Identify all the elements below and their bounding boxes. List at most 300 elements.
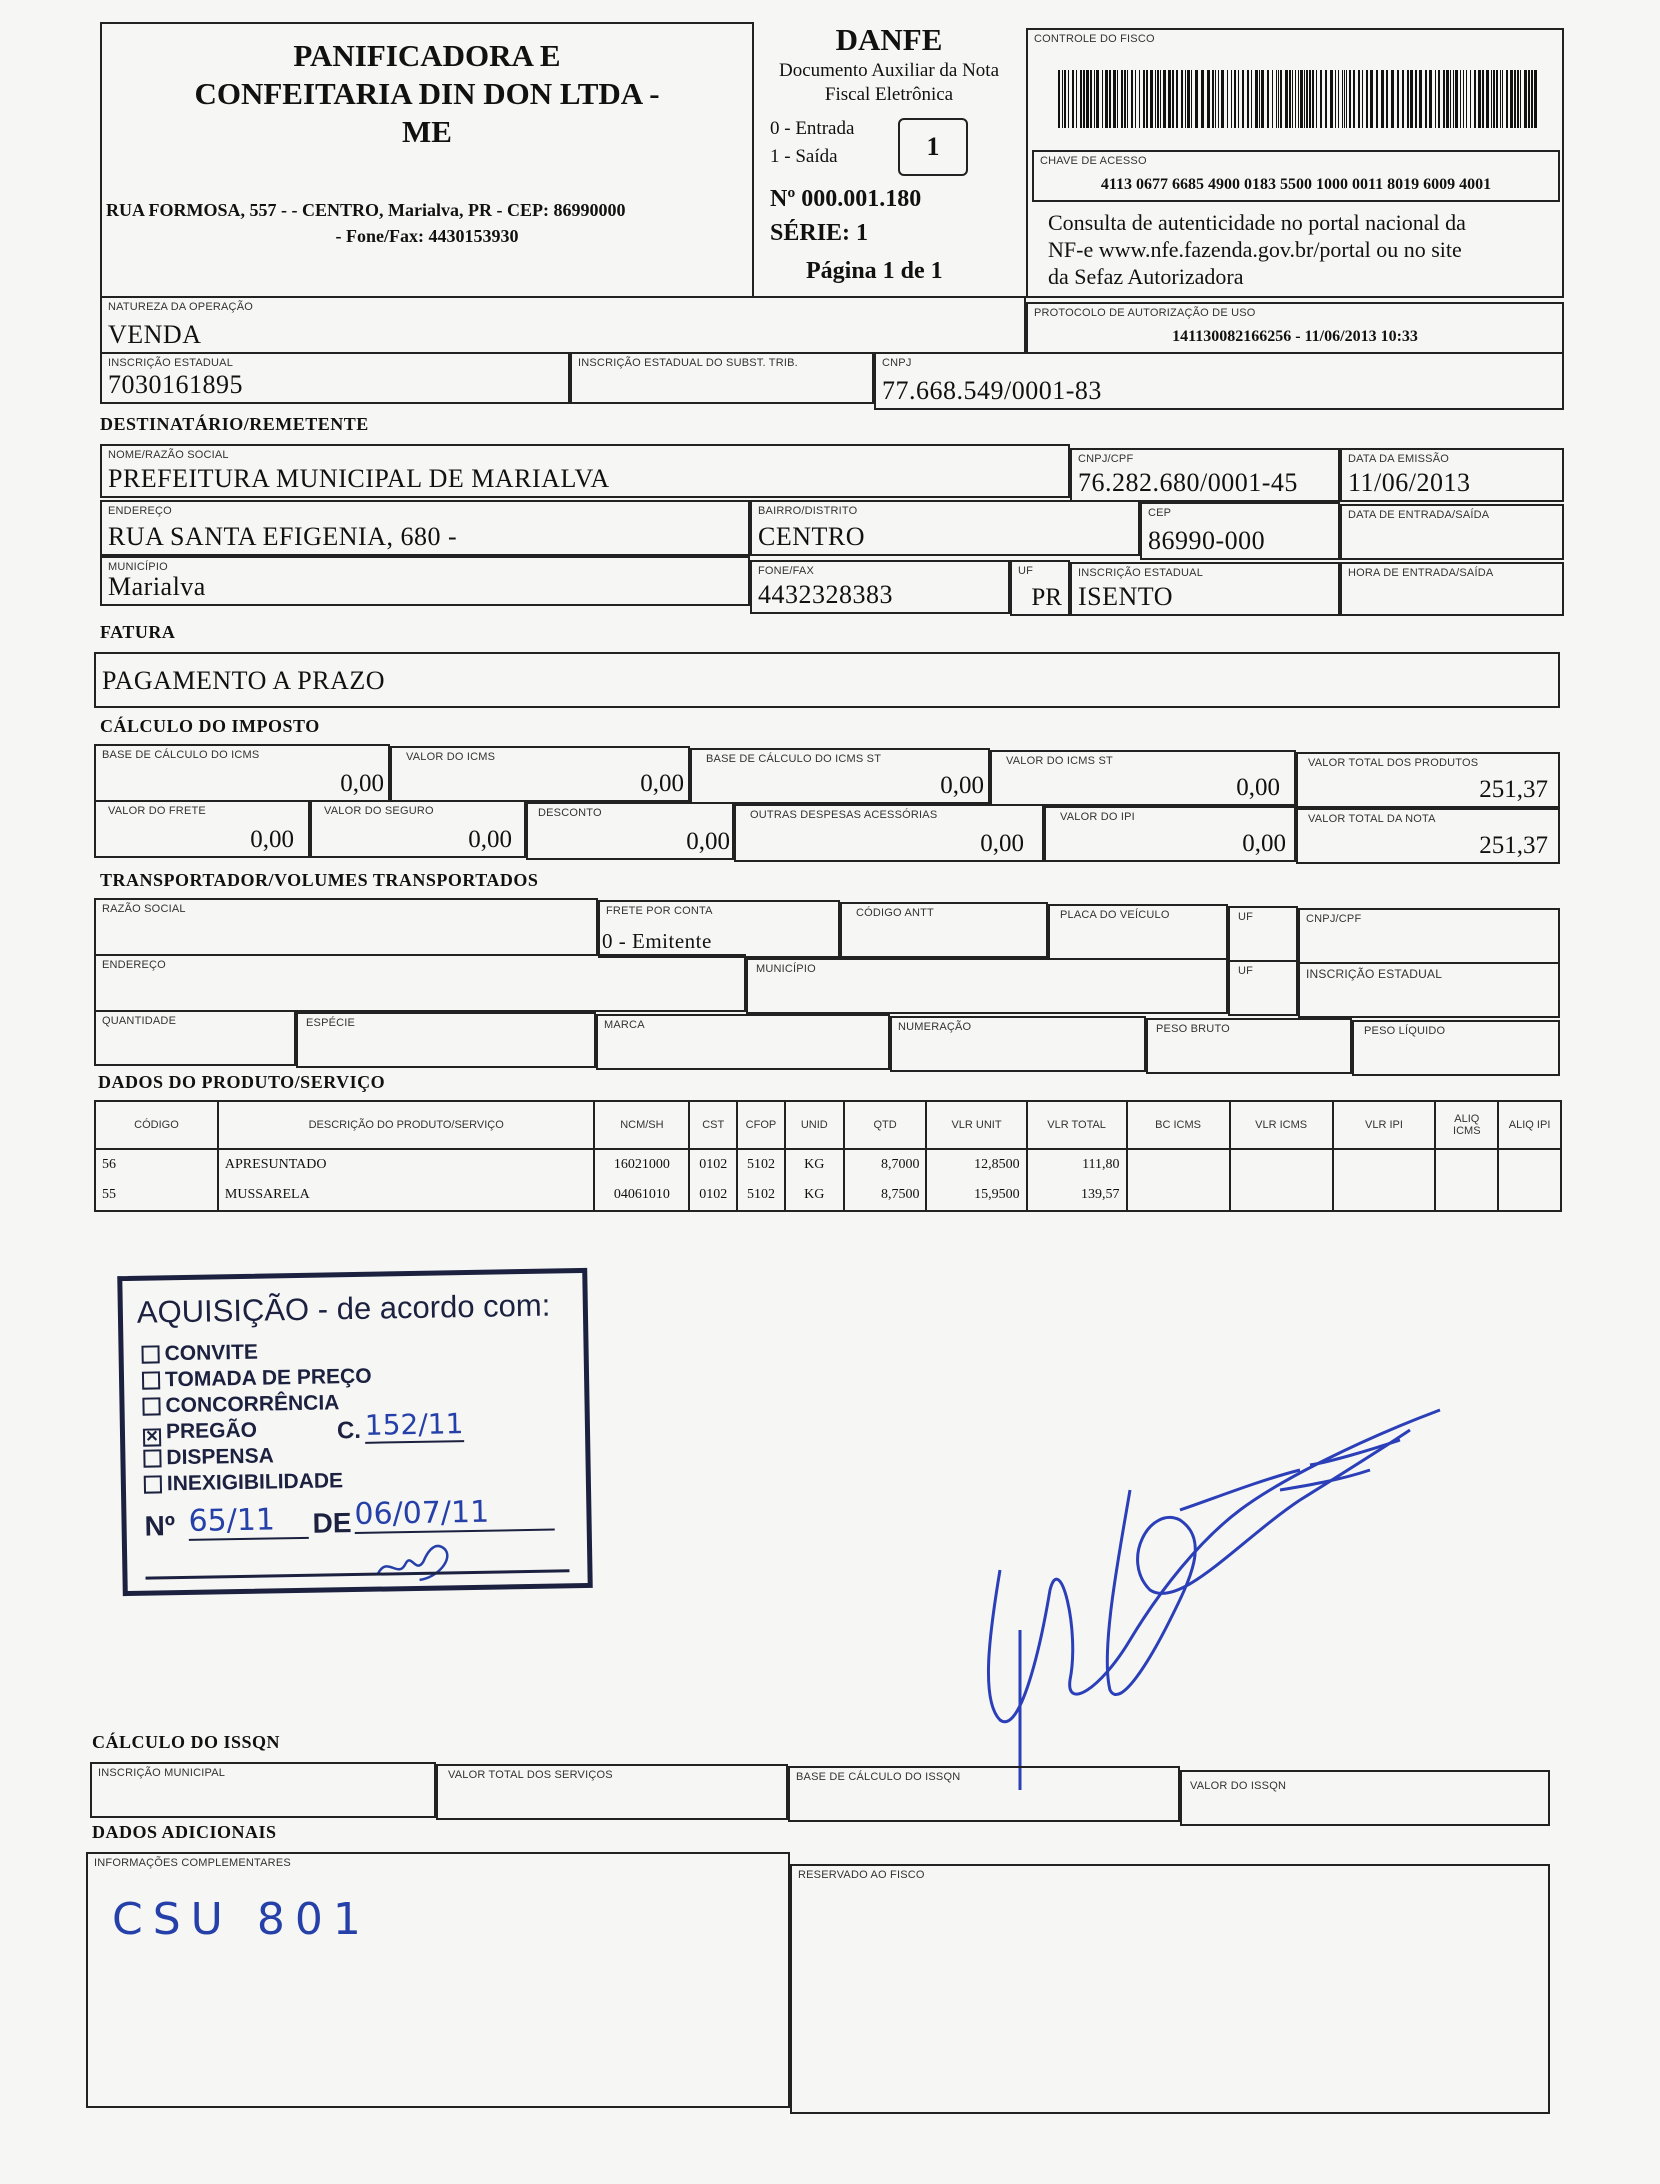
transp-quantidade-label: QUANTIDADE	[102, 1015, 177, 1027]
emitente-name-line2: CONFEITARIA DIN DON LTDA -	[194, 76, 660, 111]
barcode-bar	[1058, 70, 1060, 128]
barcode-bar	[1478, 70, 1481, 128]
col-vlr-unit: VLR UNIT	[926, 1101, 1026, 1149]
transp-razao-label: RAZÃO SOCIAL	[102, 903, 186, 915]
barcode-bar	[1491, 70, 1492, 128]
barcode-bar	[1280, 70, 1282, 128]
controle-fisco-box	[1026, 28, 1564, 298]
barcode-bar	[1443, 70, 1445, 128]
bc-icms-box	[94, 744, 390, 802]
barcode-bar	[1234, 70, 1236, 128]
desconto-value: 0,00	[686, 828, 730, 855]
cell-vlr-ipi	[1333, 1180, 1436, 1211]
barcode-bar	[1446, 70, 1449, 128]
cell-descricao: APRESUNTADO	[218, 1149, 595, 1180]
barcode-bar	[1121, 70, 1123, 128]
barcode-bar	[1272, 70, 1273, 128]
dest-bairro-box	[750, 500, 1140, 556]
consulta-line2: NF-e www.nfe.fazenda.gov.br/portal ou no site	[1048, 237, 1462, 262]
seguro-label: VALOR DO SEGURO	[324, 805, 434, 817]
info-handwritten: CSU 801	[112, 1894, 371, 1945]
outras-label: OUTRAS DESPESAS ACESSÓRIAS	[750, 809, 938, 821]
barcode-bar	[1064, 70, 1066, 128]
dest-ie-value: ISENTO	[1078, 582, 1173, 611]
transp-peso-bruto-box	[1146, 1018, 1352, 1074]
barcode-bar	[1435, 70, 1436, 128]
col-codigo: CÓDIGO	[95, 1101, 218, 1149]
dest-cep-value: 86990-000	[1148, 526, 1266, 555]
cnpj-emitente-label: CNPJ	[882, 357, 912, 369]
chave-acesso-label: CHAVE DE ACESSO	[1040, 155, 1147, 167]
barcode-bar	[1353, 70, 1355, 128]
barcode-bar	[1255, 70, 1258, 128]
barcode-bar	[1124, 70, 1126, 128]
transp-frete-box	[598, 900, 840, 958]
cell-cst: 0102	[689, 1180, 737, 1211]
barcode-bar	[1346, 70, 1347, 128]
barcode-bar	[1267, 70, 1269, 128]
barcode-bar	[1105, 70, 1108, 128]
barcode-bar	[1453, 70, 1454, 128]
stamp-c-label: C.	[336, 1416, 362, 1445]
barcode-bar	[1376, 70, 1378, 128]
bc-st-value: 0,00	[940, 772, 984, 799]
barcode-bar	[1474, 70, 1476, 128]
produtos-header-row	[95, 1101, 1561, 1149]
barcode-bar	[1342, 70, 1343, 128]
stamp-option-dispensa	[143, 1444, 274, 1470]
dest-fone-label: FONE/FAX	[758, 565, 814, 577]
barcode-bar	[1109, 70, 1111, 128]
transp-uf2-label: UF	[1238, 965, 1254, 977]
barcode-bar	[1278, 70, 1279, 128]
dest-cnpj-box	[1070, 448, 1340, 502]
barcode-bar	[1425, 70, 1427, 128]
barcode-bar	[1362, 70, 1363, 128]
cell-codigo: 56	[95, 1149, 218, 1180]
ie-label: INSCRIÇÃO ESTADUAL	[108, 357, 234, 369]
dest-hora-label: HORA DE ENTRADA/SAÍDA	[1348, 567, 1494, 579]
barcode-bar	[1276, 70, 1277, 128]
danfe-title: DANFE	[835, 22, 943, 57]
cnpj-emitente-box	[874, 352, 1564, 410]
cell-aliq-ipi	[1498, 1149, 1561, 1180]
dest-municipio-label: MUNICÍPIO	[108, 561, 168, 573]
barcode-bar	[1090, 70, 1092, 128]
cell-unit: 15,9500	[926, 1180, 1026, 1211]
barcode-bar	[1139, 70, 1140, 128]
fatura-value: PAGAMENTO A PRAZO	[102, 666, 386, 695]
stamp-option-label: PREGÃO	[165, 1418, 258, 1444]
barcode-bar	[1402, 70, 1404, 128]
barcode-bar	[1215, 70, 1216, 128]
cell-descricao: MUSSARELA	[218, 1180, 595, 1211]
barcode-bar	[1410, 70, 1413, 128]
cell-vlr-icms	[1230, 1149, 1333, 1180]
dest-emissao-value: 11/06/2013	[1348, 468, 1471, 497]
barcode-bar	[1470, 70, 1471, 128]
barcode-bar	[1231, 70, 1232, 128]
dest-municipio-box	[100, 556, 750, 606]
cell-ncm: 16021000	[594, 1149, 689, 1180]
barcode-bar	[1300, 70, 1303, 128]
dest-hora-box	[1340, 562, 1564, 616]
barcode-bar	[1370, 70, 1373, 128]
barcode-bar	[1500, 70, 1501, 128]
cell-aliq-icms	[1435, 1149, 1498, 1180]
issqn-im-box	[90, 1762, 436, 1818]
barcode-bar	[1212, 70, 1214, 128]
stamp-de-label: DE	[312, 1507, 352, 1539]
emitente-name-line1: PANIFICADORA E	[293, 38, 561, 73]
icms-label: VALOR DO ICMS	[406, 751, 496, 763]
barcode-bar	[1330, 70, 1333, 128]
barcode-bar	[1127, 70, 1128, 128]
fatura-box	[94, 652, 1560, 708]
barcode-bar	[1135, 70, 1136, 128]
outras-value: 0,00	[980, 830, 1024, 857]
signature	[980, 1390, 1460, 1790]
transp-ie-box	[1298, 962, 1560, 1018]
ie-value: 7030161895	[108, 370, 243, 399]
stamp-option-inexigibilidade	[144, 1469, 344, 1496]
barcode-bar	[1482, 70, 1484, 128]
dest-emissao-label: DATA DA EMISSÃO	[1348, 453, 1450, 465]
desconto-box	[526, 802, 734, 860]
barcode-bar	[1185, 70, 1186, 128]
consulta-line1: Consulta de autenticidade no portal nacional da	[1048, 210, 1466, 235]
col-vlr-total: VLR TOTAL	[1027, 1101, 1127, 1149]
barcode-bar	[1358, 70, 1360, 128]
cell-qtd: 8,7000	[844, 1149, 927, 1180]
barcode-bar	[1080, 70, 1082, 128]
transp-especie-box	[296, 1012, 596, 1068]
dest-ie-box	[1070, 562, 1340, 616]
col-aliq-ipi: ALIQ IPI	[1498, 1101, 1561, 1149]
barcode-bar	[1335, 70, 1336, 128]
barcode-bar	[1517, 70, 1519, 128]
barcode-bar	[1072, 70, 1074, 128]
stamp-option-label: CONCORRÊNCIA	[165, 1391, 340, 1418]
barcode-bar	[1366, 70, 1368, 128]
col-qtd: QTD	[844, 1101, 927, 1149]
nota-total-label: VALOR TOTAL DA NOTA	[1308, 813, 1436, 825]
barcode-bar	[1163, 70, 1166, 128]
transp-municipio-box	[746, 958, 1228, 1014]
chave-acesso: 4113 0677 6685 4900 0183 5500 1000 0011 8019 6009 4001	[1100, 176, 1492, 193]
barcode-bar	[1155, 70, 1156, 128]
reservado-fisco-label: RESERVADO AO FISCO	[798, 1869, 925, 1881]
icms-value: 0,00	[640, 770, 684, 797]
barcode-bar	[1195, 70, 1198, 128]
stamp-option-label: DISPENSA	[166, 1444, 274, 1470]
barcode-bar	[1295, 70, 1296, 128]
barcode-bar	[1068, 70, 1069, 128]
issqn-section-title: CÁLCULO DO ISSQN	[92, 1732, 281, 1752]
cell-bc-icms	[1127, 1149, 1230, 1180]
dest-fone-box	[750, 560, 1010, 614]
transp-antt-label: CÓDIGO ANTT	[856, 907, 934, 919]
barcode-bar	[1181, 70, 1183, 128]
ipi-label: VALOR DO IPI	[1060, 811, 1135, 823]
dest-uf-label: UF	[1018, 565, 1034, 577]
stamp-title: AQUISIÇÃO - de acordo com:	[136, 1287, 551, 1330]
cnpj-emitente-value: 77.668.549/0001-83	[882, 376, 1102, 405]
barcode-bar	[1117, 70, 1118, 128]
stamp-option-convite	[141, 1341, 258, 1367]
transp-uf-box	[1228, 906, 1298, 962]
transp-numeracao-label: NUMERAÇÃO	[898, 1021, 972, 1033]
natureza-box	[100, 296, 1026, 354]
barcode-bar	[1415, 70, 1417, 128]
barcode-bar	[1247, 70, 1249, 128]
consulta-line3: da Sefaz Autorizadora	[1048, 264, 1244, 289]
stamp-option-label: CONVITE	[164, 1340, 259, 1366]
stamp-bottom-rule	[145, 1569, 569, 1579]
cell-total: 139,57	[1027, 1180, 1127, 1211]
protocolo-box	[1026, 302, 1564, 354]
barcode-bar	[1083, 70, 1085, 128]
barcode-bar	[1386, 70, 1388, 128]
barcode-bar	[1309, 70, 1311, 128]
destinatario-section-title: DESTINATÁRIO/REMETENTE	[100, 414, 369, 434]
barcode-bar	[1292, 70, 1293, 128]
seguro-value: 0,00	[468, 826, 512, 853]
aquisicao-stamp	[117, 1268, 593, 1596]
barcode-bar	[1325, 70, 1327, 128]
issqn-servicos-label: VALOR TOTAL DOS SERVIÇOS	[448, 1769, 613, 1781]
barcode-bar	[1429, 70, 1432, 128]
danfe-numero: Nº 000.001.180	[770, 186, 922, 212]
cell-unit: 12,8500	[926, 1149, 1026, 1180]
barcode-bar	[1304, 70, 1305, 128]
barcode-bar	[1320, 70, 1322, 128]
dest-nome-box	[100, 444, 1070, 498]
info-complementares-box	[86, 1852, 790, 2108]
barcode-bar	[1520, 70, 1521, 128]
barcode-bar	[1510, 70, 1513, 128]
frete-box	[94, 800, 310, 858]
barcode-bar	[1218, 70, 1219, 128]
dest-cnpj-value: 76.282.680/0001-45	[1078, 468, 1298, 497]
dest-nome-label: NOME/RAZÃO SOCIAL	[108, 449, 229, 461]
barcode-bar	[1524, 70, 1527, 128]
natureza-label: NATUREZA DA OPERAÇÃO	[108, 301, 253, 313]
danfe-subtitle-1: Documento Auxiliar da Nota	[778, 60, 1000, 81]
barcode-bar	[1201, 70, 1204, 128]
transp-especie-label: ESPÉCIE	[306, 1017, 356, 1029]
barcode-bar	[1221, 70, 1224, 128]
barcode-bar	[1466, 70, 1467, 128]
stamp-option-label: INEXIGIBILIDADE	[166, 1469, 344, 1496]
barcode-bar	[1094, 70, 1095, 128]
col-cfop: CFOP	[737, 1101, 785, 1149]
transp-placa-label: PLACA DO VEÍCULO	[1060, 909, 1170, 921]
transp-frete-label: FRETE POR CONTA	[606, 905, 713, 917]
barcode-bar	[1298, 70, 1299, 128]
barcode-bar	[1391, 70, 1394, 128]
barcode-bar	[1306, 70, 1308, 128]
transp-cnpj-box	[1298, 908, 1560, 964]
barcode-bar	[1251, 70, 1252, 128]
ie-box	[100, 352, 570, 404]
cell-aliq-ipi	[1498, 1180, 1561, 1211]
stamp-option-label: TOMADA DE PREÇO	[164, 1364, 372, 1392]
barcode-bar	[1450, 70, 1451, 128]
danfe-box	[754, 22, 1024, 298]
nota-total-box	[1296, 808, 1560, 864]
table-row	[95, 1180, 1561, 1211]
barcode-bar	[1285, 70, 1288, 128]
stamp-c-value: 152/11	[364, 1407, 464, 1442]
transp-peso-liquido-label: PESO LÍQUIDO	[1364, 1025, 1446, 1037]
barcode-bar	[1062, 70, 1063, 128]
transp-cnpj-label: CNPJ/CPF	[1306, 913, 1362, 925]
seguro-box	[310, 800, 526, 858]
barcode-bar	[1349, 70, 1351, 128]
col-descricao: DESCRIÇÃO DO PRODUTO/SERVIÇO	[218, 1101, 595, 1149]
barcode-bar	[1455, 70, 1458, 128]
dest-endereco-value: RUA SANTA EFIGENIA, 680 -	[108, 522, 458, 551]
protocolo-value: 141130082166256 - 11/06/2013 10:33	[1172, 328, 1418, 345]
barcode-bar	[1397, 70, 1399, 128]
cell-aliq-icms	[1435, 1180, 1498, 1211]
dest-municipio-value: Marialva	[108, 572, 206, 601]
cell-unid: KG	[785, 1149, 844, 1180]
stamp-numero-value: 65/11	[188, 1502, 309, 1541]
issqn-bc-label: BASE DE CÁLCULO DO ISSQN	[796, 1771, 961, 1783]
emitente-fone: - Fone/Fax: 4430153930	[335, 226, 519, 246]
barcode-bar	[1463, 70, 1464, 128]
dest-emissao-box	[1340, 448, 1564, 502]
barcode-bar	[1207, 70, 1210, 128]
barcode-bar	[1534, 70, 1537, 128]
nota-total-value: 251,37	[1479, 832, 1548, 859]
info-complementares-label: INFORMAÇÕES COMPLEMENTARES	[94, 1857, 291, 1869]
transp-municipio-label: MUNICÍPIO	[756, 963, 816, 975]
controle-fisco-label: CONTROLE DO FISCO	[1034, 33, 1155, 45]
transp-razao-box	[94, 898, 598, 956]
chave-acesso-box	[1032, 150, 1560, 202]
danfe-tipo: 1	[926, 132, 940, 161]
barcode-bar	[1102, 70, 1103, 128]
danfe-subtitle-2: Fiscal Eletrônica	[824, 84, 954, 105]
danfe-entrada: 0 - Entrada	[770, 118, 855, 139]
col-bc-icms: BC ICMS	[1127, 1101, 1230, 1149]
barcode-bar	[1150, 70, 1153, 128]
barcode-bar	[1191, 70, 1192, 128]
icms-st-label: VALOR DO ICMS ST	[1006, 755, 1113, 767]
barcode-bar	[1176, 70, 1178, 128]
stamp-numero-label: Nº	[144, 1510, 176, 1542]
produtos-total-box	[1296, 752, 1560, 808]
dest-ie-label: INSCRIÇÃO ESTADUAL	[1078, 567, 1204, 579]
barcode-bar	[1143, 70, 1145, 128]
barcode-bar	[1086, 70, 1089, 128]
emitente-box	[100, 22, 754, 298]
issqn-servicos-box	[436, 1764, 788, 1820]
barcode-bar	[1227, 70, 1228, 128]
barcode-bar	[1502, 70, 1503, 128]
cell-ncm: 04061010	[594, 1180, 689, 1211]
emitente-address: RUA FORMOSA, 557 - - CENTRO, Marialva, PR - CEP: 86990000	[106, 200, 626, 220]
bc-icms-label: BASE DE CÁLCULO DO ICMS	[102, 749, 260, 761]
transp-frete-value: 0 - Emitente	[602, 929, 712, 953]
transp-marca-box	[596, 1014, 890, 1070]
cell-vlr-ipi	[1333, 1149, 1436, 1180]
barcode-bar	[1261, 70, 1264, 128]
produtos-section-title: DADOS DO PRODUTO/SERVIÇO	[98, 1072, 386, 1092]
transp-quantidade-box	[94, 1010, 296, 1066]
barcode-bar	[1460, 70, 1461, 128]
col-ncm: NCM/SH	[594, 1101, 689, 1149]
checkbox-icon	[144, 1475, 162, 1493]
emitente-name-line3: ME	[402, 114, 452, 149]
barcode-bar	[1289, 70, 1291, 128]
dest-fone-value: 4432328383	[758, 580, 893, 609]
issqn-im-label: INSCRIÇÃO MUNICIPAL	[98, 1767, 226, 1779]
barcode-bar	[1381, 70, 1384, 128]
ipi-box	[1044, 806, 1296, 862]
transp-uf2-box	[1228, 960, 1298, 1016]
dest-entrada-saida-label: DATA DE ENTRADA/SAÍDA	[1348, 509, 1490, 521]
adicionais-section-title: DADOS ADICIONAIS	[92, 1822, 277, 1842]
barcode-bar	[1172, 70, 1174, 128]
dest-cep-label: CEP	[1148, 507, 1172, 519]
transp-ie-label: INSCRIÇÃO ESTADUAL	[1306, 967, 1443, 981]
checkbox-icon	[141, 1345, 159, 1363]
issqn-valor-box	[1180, 1770, 1550, 1826]
barcode-bar	[1096, 70, 1099, 128]
col-vlr-icms: VLR ICMS	[1230, 1101, 1333, 1149]
barcode-bar	[1344, 70, 1345, 128]
protocolo-label: PROTOCOLO DE AUTORIZAÇÃO DE USO	[1034, 307, 1256, 319]
stamp-option-concorrencia	[142, 1391, 339, 1418]
frete-label: VALOR DO FRETE	[108, 805, 206, 817]
barcode-bar	[1438, 70, 1440, 128]
reservado-fisco-box	[790, 1864, 1550, 2114]
cell-cst: 0102	[689, 1149, 737, 1180]
issqn-valor-label: VALOR DO ISSQN	[1190, 1780, 1287, 1792]
dest-bairro-value: CENTRO	[758, 522, 865, 551]
transp-peso-bruto-label: PESO BRUTO	[1156, 1023, 1230, 1035]
barcode-bar	[1242, 70, 1244, 128]
dest-endereco-label: ENDEREÇO	[108, 505, 172, 517]
outras-box	[734, 804, 1044, 862]
barcode-bar	[1160, 70, 1161, 128]
produtos-total-value: 251,37	[1479, 776, 1548, 803]
transp-antt-box	[840, 902, 1048, 958]
dest-uf-box	[1010, 560, 1070, 616]
ie-st-label: INSCRIÇÃO ESTADUAL DO SUBST. TRIB.	[578, 357, 798, 369]
dest-cep-box	[1140, 502, 1340, 560]
transporte-section-title: TRANSPORTADOR/VOLUMES TRANSPORTADOS	[100, 870, 539, 890]
transp-endereco-box	[94, 954, 746, 1012]
barcode-bar	[1238, 70, 1239, 128]
checkbox-icon	[142, 1397, 160, 1415]
natureza-value: VENDA	[108, 320, 202, 349]
barcode-bar	[1131, 70, 1133, 128]
transp-marca-label: MARCA	[604, 1019, 645, 1031]
stamp-option-pregao	[143, 1419, 257, 1447]
barcode-bar	[1493, 70, 1495, 128]
bc-icms-value: 0,00	[340, 770, 384, 797]
icms-st-box	[990, 750, 1296, 806]
cell-vlr-icms	[1230, 1180, 1333, 1211]
barcode-bar	[1419, 70, 1422, 128]
barcode-bar	[1146, 70, 1148, 128]
danfe-saida: 1 - Saída	[770, 146, 838, 167]
